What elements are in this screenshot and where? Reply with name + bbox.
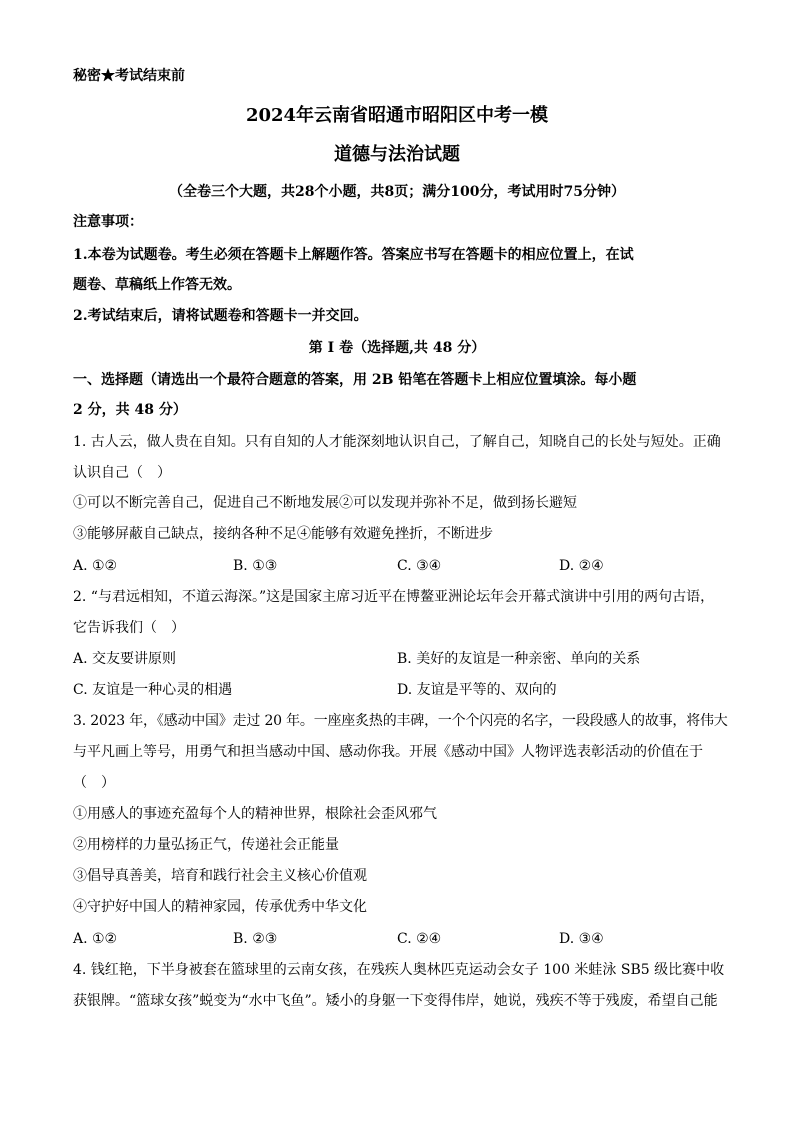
q3-option-b: B. ②③ (233, 931, 278, 947)
q3-stem-c: （ ） (73, 775, 115, 791)
q3-stem-b: 与平凡画上等号，用勇气和担当感动中国、感动你我。开展《感动中国》人物评选表彰活动的价值在于 (73, 744, 703, 760)
q2-stem-b: 它告诉我们（ ） (73, 620, 185, 636)
q1-stem-b: 认识自己（ ） (73, 465, 171, 481)
q1-statement-1: ①可以不断完善自己，促进自己不断地发展②可以发现并弥补不足，做到扬长避短 (73, 495, 577, 511)
q1-option-d: D. ②④ (559, 558, 604, 574)
q3-option-a: A. ①② (73, 931, 118, 947)
q2-option-c: C. 友谊是一种心灵的相遇 (73, 682, 233, 698)
note-1-line-b: 题卷、草稿纸上作答无效。 (73, 277, 241, 293)
q2-option-d: D. 友谊是平等的、双向的 (397, 682, 557, 698)
exam-subtitle: 道德与法治试题 (334, 144, 460, 165)
section-heading-a: 一、选择题（请选出一个最符合题意的答案，用 2B 铅笔在答题卡上相应位置填涂。每小题 (73, 372, 637, 388)
q1-option-a: A. ①② (73, 558, 118, 574)
q2-stem-a: 2. “与君远相知，不道云海深。”这是国家主席习近平在博鳌亚洲论坛年会开幕式演讲中引用的两句古语， (73, 589, 715, 605)
q3-stem-a: 3. 2023 年，《感动中国》走过 20 年。一座座炙热的丰碑，一个个闪亮的名字，一段段感人的故事，将伟大 (73, 713, 728, 729)
q2-option-a: A. 交友要讲原则 (73, 651, 177, 667)
q2-option-b: B. 美好的友谊是一种亲密、单向的关系 (397, 651, 641, 667)
exam-title: 2024年云南省昭通市昭阳区中考一模 (245, 105, 549, 126)
q1-statement-2: ③能够屏蔽自己缺点，接纳各种不足④能够有效避免挫折，不断进步 (73, 526, 493, 542)
note-1-line-a: 1.本卷为试题卷。考生必须在答题卡上解题作答。答案应书写在答题卡的相应位置上，在试 (73, 247, 634, 263)
q3-option-d: D. ③④ (559, 931, 604, 947)
q3-option-c: C. ②④ (397, 931, 442, 947)
confidential-label: 秘密★考试结束前 (73, 68, 185, 84)
q3-statement-3: ③倡导真善美，培育和践行社会主义核心价值观 (73, 868, 367, 884)
q3-statement-4: ④守护好中国人的精神家园，传承优秀中华文化 (73, 899, 367, 915)
q3-statement-2: ②用榜样的力量弘扬正气，传递社会正能量 (73, 837, 339, 853)
exam-info: （全卷三个大题，共28个小题，共8页；满分100分，考试用时75分钟） (169, 184, 625, 200)
part-heading: 第 I 卷（选择题,共 48 分） (308, 340, 486, 356)
note-2: 2.考试结束后，请将试题卷和答题卡一并交回。 (73, 308, 368, 324)
q1-option-b: B. ①③ (233, 558, 278, 574)
section-heading-b: 2 分，共 48 分） (73, 402, 187, 418)
q1-stem-a: 1. 古人云，做人贵在自知。只有自知的人才能深刻地认识自己，了解自己，知晓自己的长处与短处。正确 (73, 434, 721, 450)
q1-option-c: C. ③④ (397, 558, 442, 574)
q3-statement-1: ①用感人的事迹充盈每个人的精神世界，根除社会歪风邪气 (73, 806, 437, 822)
q4-stem-a: 4. 钱红艳，下半身被套在篮球里的云南女孩，在残疾人奥林匹克运动会女子 100 米蛙泳 SB5 级比赛中收 (73, 962, 725, 978)
q4-stem-b: 获银牌。“篮球女孩”蜕变为“水中飞鱼”。矮小的身躯一下变得伟岸，她说，残疾不等于残废，希望自己能 (73, 993, 718, 1009)
notes-heading: 注意事项： (73, 214, 143, 230)
